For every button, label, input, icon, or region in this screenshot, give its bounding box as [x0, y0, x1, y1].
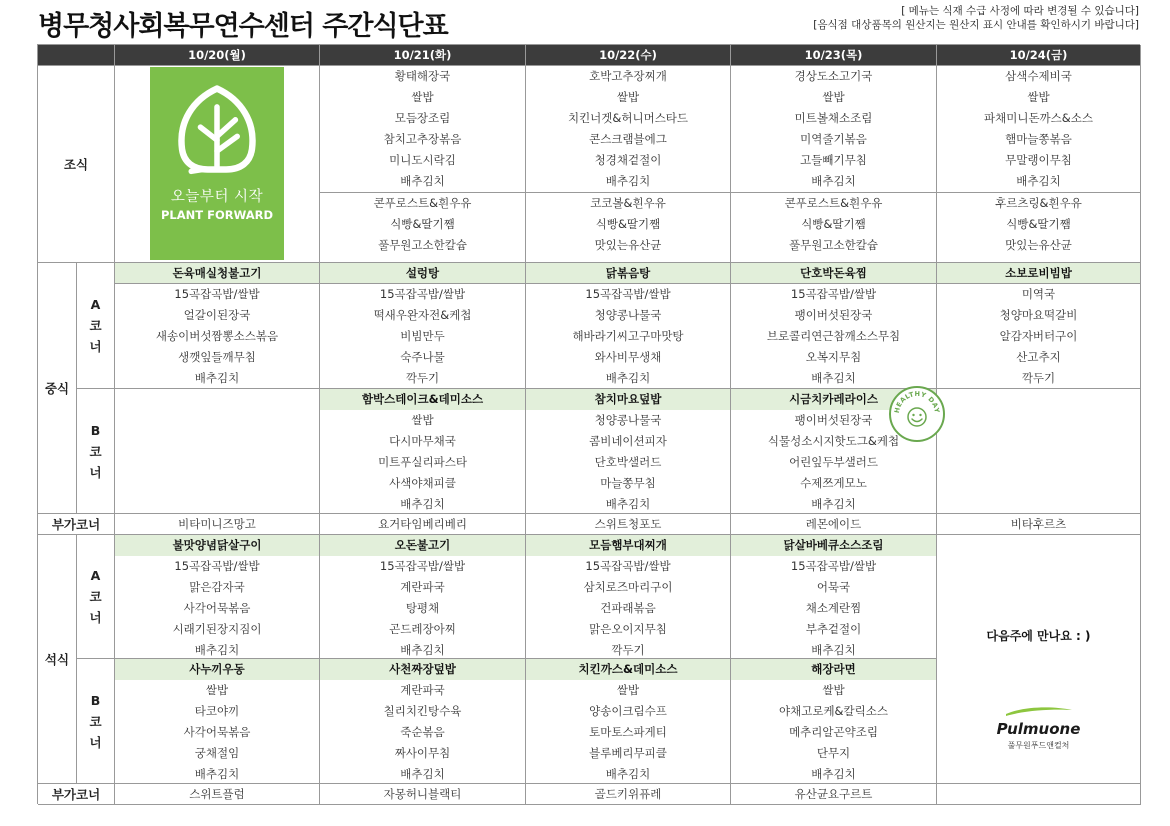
menu-item: 깍두기: [405, 371, 440, 385]
menu-item: 풀무원고소한칼슘: [789, 238, 878, 252]
lunch-a-mon-main: 돈육매실청불고기: [115, 263, 320, 284]
leaf-icon: [171, 83, 263, 175]
lunch-a-fri-items: [937, 284, 1141, 389]
menu-item: 식빵&딸기쨈: [1006, 217, 1071, 231]
menu-item: 곤드레장아찌: [389, 622, 456, 636]
menu-item: 생깻잎들깨무침: [178, 350, 256, 364]
dinner-b-thu-items: [731, 659, 937, 784]
lunch-a-wed-main: 닭볶음탕: [526, 263, 731, 284]
smiley-icon: [891, 388, 943, 440]
menu-item: 쌀밥: [411, 413, 434, 427]
dinner-side-tue: 자몽허니블랙티: [320, 784, 526, 805]
menu-item: 쌀밥: [411, 90, 434, 104]
dinner-b-mon-items: [115, 659, 320, 784]
menu-item: 맑은감자국: [189, 580, 245, 594]
menu-item: 파채미니돈까스&소스: [984, 111, 1093, 125]
menu-item: 15곡잡곡밥/쌀밥: [585, 287, 671, 301]
menu-item: 배추김치: [526, 171, 730, 193]
lunch-b-fri-empty: [937, 389, 1141, 514]
menu-item: 식빵&딸기쨈: [595, 217, 661, 231]
menu-item: 15곡잡곡밥/쌀밥: [790, 287, 877, 301]
notice-line: [ 메뉴는 식재 수급 사정에 따라 변경될 수 있습니다]: [901, 5, 1139, 17]
menu-item: 부추겉절이: [805, 622, 862, 636]
lunch-label: 중식: [38, 263, 77, 514]
menu-item: 배추김치: [400, 643, 445, 657]
lunch-a-tue-main: 설렁탕: [320, 263, 526, 284]
menu-item: 브로콜리연근참깨소스무침: [766, 329, 901, 343]
menu-item: 배추김치: [811, 497, 856, 511]
menu-item: 콘스크램블에그: [589, 132, 667, 146]
menu-item: 배추김치: [605, 497, 651, 511]
menu-item: 채소계란찜: [805, 601, 862, 615]
menu-item: 15곡잡곡밥/쌀밥: [174, 287, 260, 301]
menu-item: 쌀밥: [616, 90, 640, 104]
menu-item: 배추김치: [811, 767, 856, 781]
menu-item: 모듬장조림: [394, 111, 451, 125]
header-corner: [38, 45, 115, 66]
menu-table: [37, 44, 1140, 804]
lunch-side-label: 부가코너: [38, 514, 115, 535]
menu-item: 후르츠링&흰우유: [995, 196, 1082, 210]
plant-forward-banner: [150, 67, 284, 260]
see-you-next-week: 다음주에 만나요 : ): [986, 629, 1091, 643]
menu-item: 쌀밥: [205, 683, 229, 697]
healthy-day-text: HEALTHY DAY: [892, 389, 942, 414]
menu-item: 와사비무생채: [594, 350, 662, 364]
menu-item: 비빔만두: [400, 329, 445, 343]
menu-item: 미트볼채소조림: [794, 111, 873, 125]
menu-item: 풀무원고소한칼슘: [378, 238, 467, 252]
menu-item: 미역국: [1021, 287, 1056, 301]
menu-item: 황태해장국: [394, 69, 451, 83]
menu-item-main: 해장라면: [731, 659, 936, 680]
menu-item: 배추김치: [937, 171, 1140, 193]
corner-letter: A: [90, 297, 101, 312]
menu-item: 양송이크림수프: [589, 704, 667, 718]
dinner-a-tue-items: [320, 535, 526, 659]
corner-letter: 너: [89, 339, 102, 354]
menu-item: 짜사이무침: [394, 746, 451, 760]
menu-item: 알감자버터구이: [999, 329, 1078, 343]
dinner-label: 석식: [38, 535, 77, 784]
menu-item: 청양콩나물국: [594, 413, 662, 427]
menu-item: 어묵국: [816, 580, 851, 594]
menu-item: 15곡잡곡밥/쌀밥: [174, 559, 260, 573]
corner-letter: 코: [89, 589, 102, 604]
lunch-side-mon: 비타미니즈망고: [115, 514, 320, 535]
lunch-side-tue: 요거타임베리베리: [320, 514, 526, 535]
notice-line: [음식점 대상품목의 원산지는 원산지 표시 안내를 확인하시기 바랍니다]: [813, 19, 1139, 31]
menu-item: 산고추지: [1016, 350, 1061, 364]
menu-item: 건파래볶음: [600, 601, 656, 615]
menu-item: 배추김치: [320, 171, 525, 193]
menu-item: 탕평채: [405, 601, 440, 615]
day-header-thu: 10/23(목): [731, 45, 937, 66]
healthy-day-badge: [889, 386, 945, 442]
menu-item: 치킨너겟&허니머스타드: [567, 111, 689, 125]
corner-letter: 코: [89, 318, 102, 333]
menu-item: 미트푸실리파스타: [378, 455, 467, 469]
menu-item-main: 사천짜장덮밥: [320, 659, 525, 680]
menu-item: 햄마늘쫑볶음: [1005, 132, 1072, 146]
lunch-side-fri: 비타후르츠: [937, 514, 1141, 535]
corner-letter: 코: [89, 713, 102, 729]
menu-item: 배추김치: [400, 497, 445, 511]
menu-item: 미역줄기볶음: [800, 132, 867, 146]
menu-item: 맛있는유산균: [1005, 238, 1072, 252]
dinner-a-thu-items: [731, 535, 937, 659]
menu-item: 계란파국: [400, 580, 445, 594]
menu-item: 배추김치: [194, 767, 240, 781]
plant-forward-korean: 오늘부터 시작: [170, 189, 264, 205]
corner-letter: A: [90, 568, 101, 583]
menu-item: 경상도소고기국: [794, 69, 873, 83]
menu-item-main: 함박스테이크&데미소스: [320, 389, 525, 410]
menu-item: 배추김치: [194, 371, 240, 385]
menu-item: 15곡잡곡밥/쌀밥: [790, 559, 877, 573]
menu-item-main: 시금치카레라이스: [731, 389, 936, 410]
menu-item: 마늘쫑무침: [600, 476, 656, 490]
menu-item: 메추리알곤약조림: [789, 725, 878, 739]
menu-item: 오복지무침: [805, 350, 862, 364]
pulmuone-swoosh-icon: [1004, 704, 1074, 718]
day-header-tue: 10/21(화): [320, 45, 526, 66]
menu-item: 타코야끼: [194, 704, 240, 718]
menu-item: 얼갈이된장국: [183, 308, 251, 322]
menu-item: 단무지: [816, 746, 851, 760]
menu-item-main: 오돈불고기: [320, 535, 525, 556]
menu-item: 고들빼기무침: [800, 153, 867, 167]
day-header-mon: 10/20(월): [115, 45, 320, 66]
menu-item: 식빵&딸기쨈: [390, 217, 455, 231]
menu-item-main: 모듬햄부대찌개: [526, 535, 730, 556]
menu-item: 청양마요떡갈비: [999, 308, 1078, 322]
breakfast-tue-cell: [320, 66, 526, 263]
plant-forward-english: PLANT FORWARD: [160, 208, 274, 222]
dinner-b-tue-items: [320, 659, 526, 784]
menu-item: 배추김치: [731, 171, 936, 193]
menu-item: 맑은오이지무침: [589, 622, 667, 636]
lunch-a-wed-items: [526, 284, 731, 389]
menu-item: 콘푸로스트&흰우유: [784, 196, 883, 210]
menu-item: 식물성소시지핫도그&케첩: [767, 434, 900, 448]
dinner-fri-cell: [937, 535, 1141, 784]
dinner-side-mon: 스위트플럼: [115, 784, 320, 805]
page-title: 병무청사회복무연수센터 주간식단표: [38, 11, 448, 42]
menu-item: 코코볼&흰우유: [590, 196, 666, 210]
menu-item: 깍두기: [611, 643, 645, 657]
menu-item: 배추김치: [194, 643, 240, 657]
menu-item: 배추김치: [400, 767, 445, 781]
menu-item: 단호박샐러드: [594, 455, 662, 469]
corner-letter: 너: [89, 734, 102, 750]
pulmuone-wordmark: Pulmuone: [996, 720, 1081, 738]
menu-item: 팽이버섯된장국: [794, 308, 873, 322]
menu-item: 팽이버섯된장국: [794, 413, 873, 427]
menu-item-main: 참치마요덮밥: [526, 389, 730, 410]
corner-letter: B: [90, 692, 101, 708]
menu-item: 맛있는유산균: [594, 238, 662, 252]
lunch-a-tue-items: [320, 284, 526, 389]
svg-text:HEALTHY DAY: [893, 390, 941, 414]
lunch-a-thu-main: 단호박돈육찜: [731, 263, 937, 284]
corner-letter: 너: [89, 610, 102, 625]
menu-item: 사색야채피클: [389, 476, 456, 490]
notice-box: [813, 4, 1139, 32]
lunch-a-mon-items: [115, 284, 320, 389]
menu-item: 야채고로케&칼릭소스: [779, 704, 888, 718]
breakfast-thu-cell: [731, 66, 937, 263]
menu-item: 수제쯔게모노: [800, 476, 867, 490]
menu-item: 배추김치: [605, 371, 651, 385]
menu-item: 15곡잡곡밥/쌀밥: [379, 559, 466, 573]
corner-letter: B: [90, 422, 101, 438]
dinner-a-wed-items: [526, 535, 731, 659]
menu-item: 계란파국: [400, 683, 445, 697]
corner-letter: 코: [89, 443, 102, 459]
menu-item: 사각어묵볶음: [183, 601, 251, 615]
menu-item: 다시마무채국: [389, 434, 456, 448]
menu-item: 콘푸로스트&흰우유: [373, 196, 472, 210]
lunch-a-fri-main: 소보로비빔밥: [937, 263, 1141, 284]
dinner-b-wed-items: [526, 659, 731, 784]
dinner-corner-a-label: [77, 535, 115, 659]
menu-item: 깍두기: [1021, 371, 1056, 385]
menu-item-main: 닭살바베큐소스조림: [731, 535, 936, 556]
menu-item: 블루베리무피클: [589, 746, 667, 760]
menu-item: 15곡잡곡밥/쌀밥: [585, 559, 671, 573]
menu-item-main: 사누끼우동: [115, 659, 319, 680]
pulmuone-subtitle: 풀무원푸드앤컬처: [1007, 741, 1070, 750]
breakfast-label: 조식: [38, 66, 115, 263]
menu-item: 식빵&딸기쨈: [801, 217, 866, 231]
menu-item: 배추김치: [605, 767, 651, 781]
dinner-side-fri: [937, 784, 1141, 805]
menu-item: 궁채절임: [194, 746, 240, 760]
breakfast-wed-cell: [526, 66, 731, 263]
lunch-corner-a-label: [77, 263, 115, 389]
menu-item: 쌀밥: [822, 683, 845, 697]
lunch-b-tue-items: [320, 389, 526, 514]
day-header-fri: 10/24(금): [937, 45, 1141, 66]
menu-item: 숙주나물: [400, 350, 445, 364]
lunch-b-mon-empty: [115, 389, 320, 514]
dinner-side-wed: 골드키위퓨레: [526, 784, 731, 805]
dinner-side-thu: 유산균요구르트: [731, 784, 937, 805]
lunch-side-thu: 레몬에이드: [731, 514, 937, 535]
menu-item-main: 불맛양념닭살구이: [115, 535, 319, 556]
menu-item: 배추김치: [811, 371, 856, 385]
menu-item: 어린잎두부샐러드: [789, 455, 878, 469]
menu-item: 무말랭이무침: [1005, 153, 1072, 167]
menu-item-main: 치킨까스&데미소스: [526, 659, 730, 680]
dinner-a-mon-items: [115, 535, 320, 659]
lunch-a-thu-items: [731, 284, 937, 389]
menu-item: 15곡잡곡밥/쌀밥: [379, 287, 466, 301]
breakfast-mon-cell: [115, 66, 320, 263]
dinner-side-label: 부가코너: [38, 784, 115, 805]
menu-item: 죽순볶음: [400, 725, 445, 739]
lunch-corner-b-label: [77, 389, 115, 514]
menu-item: 쌀밥: [616, 683, 640, 697]
lunch-side-wed: 스위트청포도: [526, 514, 731, 535]
breakfast-fri-cell: [937, 66, 1141, 263]
menu-item: 콤비네이션피자: [589, 434, 667, 448]
menu-item: 삼색수제비국: [1005, 69, 1072, 83]
corner-letter: 너: [89, 464, 102, 480]
menu-item: 호박고추장찌개: [589, 69, 667, 83]
menu-item: 시래기된장지짐이: [172, 622, 262, 636]
menu-item: 칠리치킨탕수육: [383, 704, 462, 718]
menu-item: 새송이버섯짬뽕소스볶음: [155, 329, 279, 343]
pulmuone-logo: [997, 704, 1081, 751]
menu-item: 삼치로즈마리구이: [583, 580, 673, 594]
menu-item: 참치고추장볶음: [383, 132, 462, 146]
menu-item: 토마토스파게티: [589, 725, 667, 739]
menu-item: 청경채겉절이: [594, 153, 662, 167]
menu-item: 미니도시락김: [389, 153, 456, 167]
menu-item: 배추김치: [811, 643, 856, 657]
day-header-wed: 10/22(수): [526, 45, 731, 66]
menu-item: 떡새우완자전&케첩: [373, 308, 472, 322]
dinner-corner-b-label: [77, 659, 115, 784]
menu-item: 쌀밥: [1027, 90, 1050, 104]
menu-item: 사각어묵볶음: [183, 725, 251, 739]
lunch-b-wed-items: [526, 389, 731, 514]
menu-item: 청양콩나물국: [594, 308, 662, 322]
menu-item: 해바라기씨고구마맛탕: [572, 329, 684, 343]
menu-item: 쌀밥: [822, 90, 845, 104]
